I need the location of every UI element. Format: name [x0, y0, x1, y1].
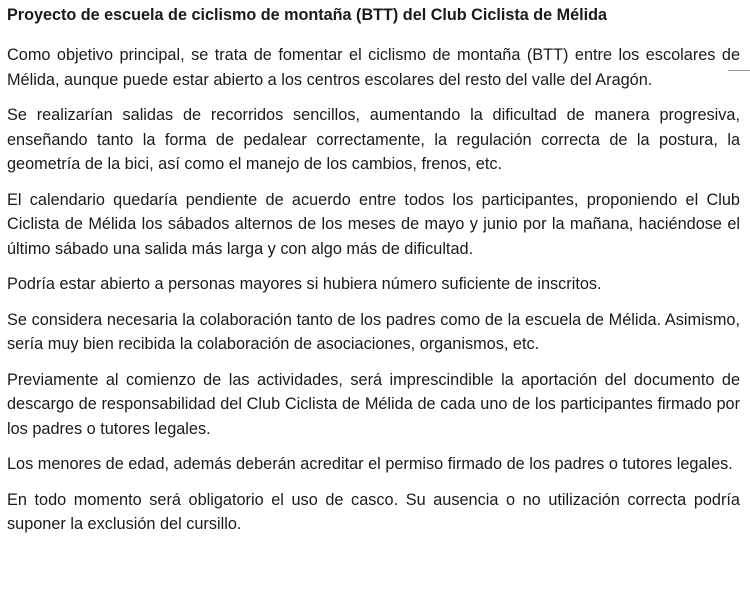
paragraph-collaboration: Se considera necesaria la colaboración tanto de los padres como de la escuela de Mélida. Asimismo, sería muy bien recibida la colaboración de asociaciones, organismos, etc.	[7, 310, 740, 353]
paragraph-calendar: El calendario quedaría pendiente de acuerdo entre todos los participantes, proponiendo el Club Ciclista de Mélida los sábados alternos de los meses de mayo y junio por la mañana, haciéndose el último sábado una salida más larga y con algo más de dificultad.	[7, 190, 740, 258]
paragraph-adults: Podría estar abierto a personas mayores si hubiera número suficiente de inscritos.	[7, 275, 602, 293]
document-title: Proyecto de escuela de ciclismo de montaña (BTT) del Club Ciclista de Mélida	[7, 6, 607, 24]
paragraph-helmet: En todo momento será obligatorio el uso de casco. Su ausencia o no utilización correcta podría suponer la exclusión del cursillo.	[7, 490, 740, 533]
scan-artifact-line	[728, 70, 750, 71]
paragraph-waiver: Previamente al comienzo de las actividades, será imprescindible la aportación del documento de descargo de responsabilidad del Club Ciclista de Mélida de cada uno de los participantes firmado por los padres o tutores legales.	[7, 370, 740, 438]
paragraph-minors: Los menores de edad, además deberán acreditar el permiso firmado de los padres o tutores legales.	[7, 455, 733, 473]
paragraph-objective: Como objetivo principal, se trata de fomentar el ciclismo de montaña (BTT) entre los escolares de Mélida, aunque puede estar abierto a los centros escolares del resto del valle del Aragón.	[7, 46, 740, 89]
paragraph-routes: Se realizarían salidas de recorridos sencillos, aumentando la dificultad de manera progresiva, enseñando tanto la forma de pedalear correctamente, la regulación correcta de la postura, la geometría de la bici, así como el manejo de los cambios, frenos, etc.	[7, 106, 740, 173]
